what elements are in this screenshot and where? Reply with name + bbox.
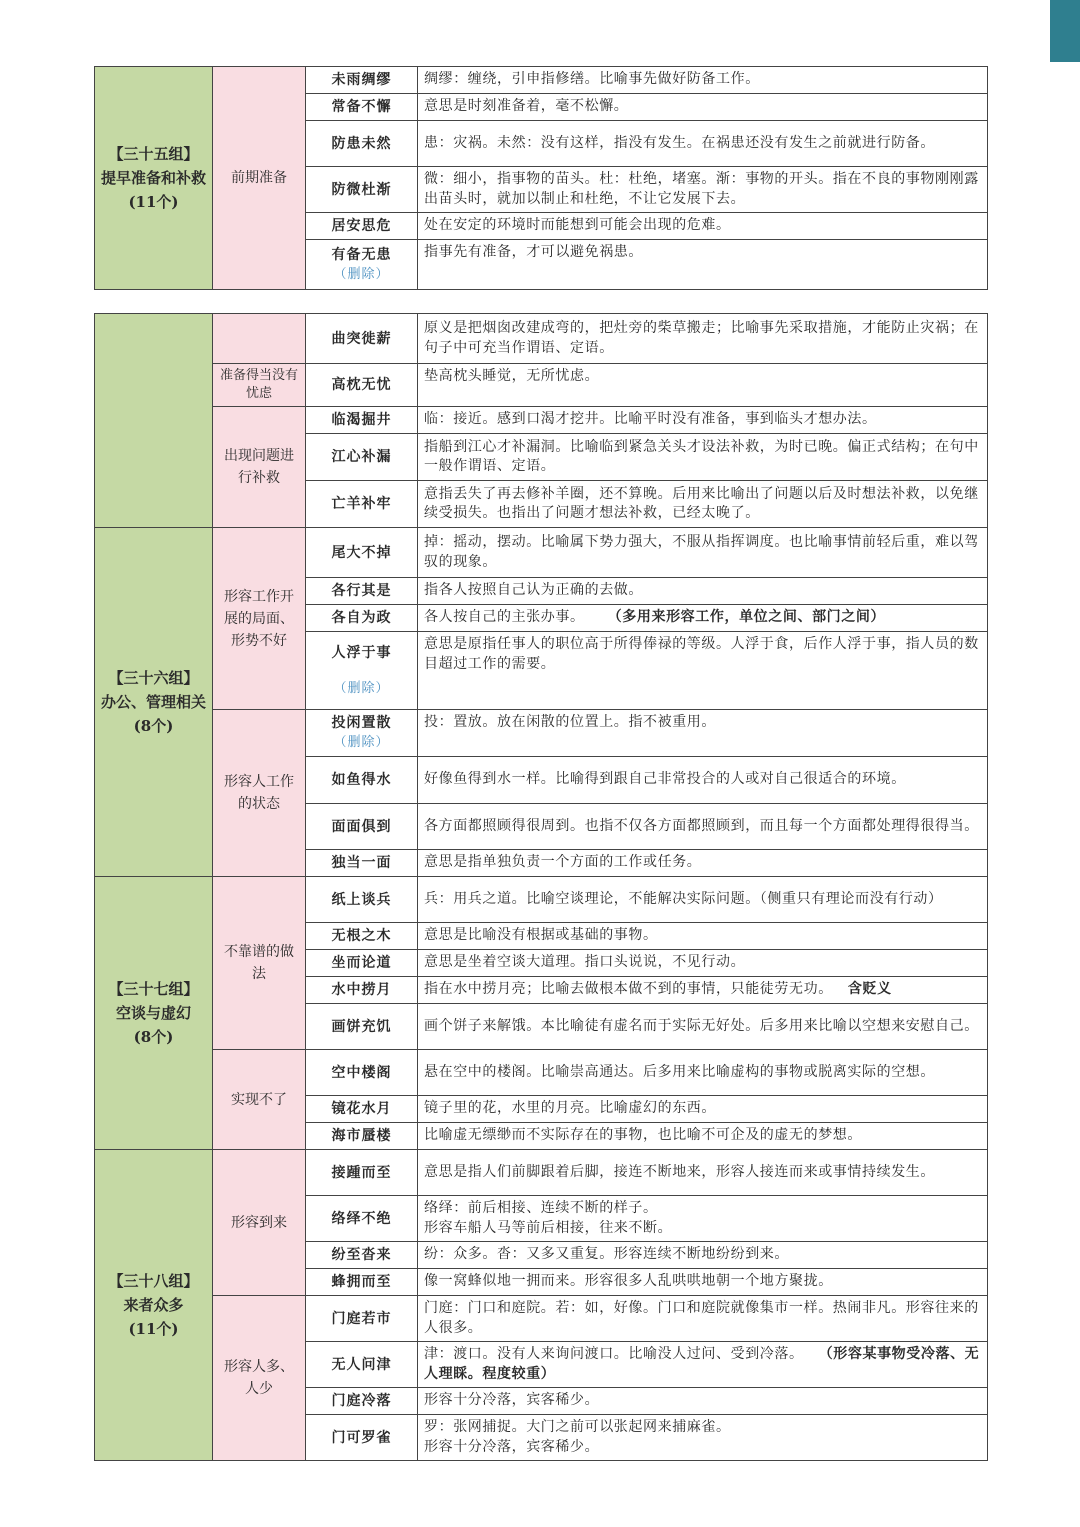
group-38-cell [95, 1150, 213, 1461]
idiom-cell: 海市蜃楼 [306, 1123, 418, 1150]
desc-cell: 兵：用兵之道。比喻空谈理论，不能解决实际问题。（侧重只有理论而没有行动） [418, 877, 988, 923]
group-35-cell [95, 67, 213, 290]
desc-cell: 意指丢失了再去修补羊圈，还不算晚。后用来比喻出了问题以后及时想法补救，以免继续受损失。也指出了问题才想法补救，已经太晚了。 [418, 481, 988, 528]
group-label: 【三十七组】 [108, 980, 199, 998]
deleted-tag: （删除） [333, 735, 390, 750]
desc-cell: 临：接近。感到口渴才挖井。比喻平时没有准备，事到临头才想办法。 [418, 407, 988, 434]
desc-cell [418, 605, 988, 632]
desc-text: 津：渡口。没有人来询问渡口。比喻没人过问、受到冷落。 [424, 1346, 804, 1362]
category-cell: 出现问题进行补救 [213, 407, 306, 528]
category-cell: 不靠谱的做法 [213, 877, 306, 1050]
group-count: (11个) [128, 193, 179, 211]
idiom-cell: 江心补漏 [306, 434, 418, 481]
group-title: 空谈与虚幻 [115, 1004, 191, 1022]
group-title: 提早准备和补救 [101, 169, 207, 187]
idiom-cell: 水中捞月 [306, 977, 418, 1004]
desc-text: 各人按自己的主张办事。 [424, 609, 585, 626]
desc-cell [418, 1342, 988, 1388]
category-cell: 准备得当没有忧虑 [213, 364, 306, 407]
group-count: (8个) [133, 717, 174, 735]
desc-cell: 指船到江心才补漏洞。比喻临到紧急关头才设法补救，为时已晚。偏正式结构；在句中一般作谓语、定语。 [418, 434, 988, 481]
idiom-cell: 尾大不掉 [306, 528, 418, 578]
desc-cell: 绸缪：缠绕，引申指修缮。比喻事先做好防备工作。 [418, 67, 988, 94]
idiom-cell: 曲突徙薪 [306, 314, 418, 364]
idiom-cell: 坐而论道 [306, 950, 418, 977]
desc-text: 罗：张网捕捉。大门之前可以张起网来捕麻雀。 [424, 1419, 731, 1435]
idiom-cell [306, 240, 418, 290]
idiom-cell: 纸上谈兵 [306, 877, 418, 923]
idiom-cell: 接踵而至 [306, 1150, 418, 1196]
idiom-cell: 防微杜渐 [306, 167, 418, 213]
desc-cell: 画个饼子来解饿。本比喻徒有虚名而于实际无好处。后多用来比喻以空想来安慰自己。 [418, 1004, 988, 1050]
usage-note: （多用来形容工作，单位之间、部门之间） [607, 609, 886, 626]
desc-cell: 意思是指单独负责一个方面的工作或任务。 [418, 850, 988, 877]
desc-cell: 指各人按照自己认为正确的去做。 [418, 578, 988, 605]
idiom-cell [306, 710, 418, 757]
group-35-cont-cell [95, 314, 213, 528]
category-cell: 实现不了 [213, 1050, 306, 1150]
desc-cell [418, 1415, 988, 1461]
desc-cell: 意思是坐着空谈大道理。指口头说说，不见行动。 [418, 950, 988, 977]
category-cell: 前期准备 [213, 67, 306, 290]
category-cell: 形容人工作的状态 [213, 710, 306, 877]
corner-tab [1050, 0, 1080, 62]
desc-cell: 掉：摇动，摆动。比喻属下势力强大，不服从指挥调度。也比喻事情前轻后重，难以驾驭的现象。 [418, 528, 988, 578]
category-cell [213, 314, 306, 364]
desc-cell: 像一窝蜂似地一拥而来。形容很多人乱哄哄地朝一个地方聚拢。 [418, 1269, 988, 1296]
idiom-cell: 面面俱到 [306, 804, 418, 850]
desc-cell: 微：细小，指事物的苗头。杜：杜绝，堵塞。渐：事物的开头。指在不良的事物刚刚露出苗头时，就加以制止和杜绝，不让它发展下去。 [418, 167, 988, 213]
idiom-cell: 画饼充饥 [306, 1004, 418, 1050]
group-count: (11个) [128, 1320, 179, 1338]
idiom-cell: 未雨绸缪 [306, 67, 418, 94]
group-36-cell [95, 528, 213, 877]
group-label: 【三十六组】 [108, 669, 199, 687]
deleted-tag: （删除） [333, 266, 390, 282]
idiom-cell: 常备不懈 [306, 94, 418, 121]
idiom-cell: 如鱼得水 [306, 757, 418, 804]
desc-cell: 指事先有准备，才可以避免祸患。 [418, 240, 988, 290]
desc-cell [418, 977, 988, 1004]
desc-cell: 患：灾祸。未然：没有这样，指没有发生。在祸患还没有发生之前就进行防备。 [418, 121, 988, 167]
idiom-cell: 无人问津 [306, 1342, 418, 1388]
idiom-cell: 独当一面 [306, 850, 418, 877]
idiom-cell: 高枕无忧 [306, 364, 418, 407]
usage-note: 含贬义 [847, 981, 892, 998]
table-group-35 [94, 66, 988, 290]
desc-cell: 形容十分冷落，宾客稀少。 [418, 1388, 988, 1415]
idiom-cell: 空中楼阁 [306, 1050, 418, 1096]
desc-text-2: 形容车船人马等前后相接，往来不断。 [424, 1219, 673, 1236]
desc-cell: 镜子里的花，水里的月亮。比喻虚幻的东西。 [418, 1096, 988, 1123]
desc-cell: 原义是把烟囱改建成弯的，把灶旁的柴草搬走；比喻事先采取措施，才能防止灾祸；在句子中可充当作谓语、定语。 [418, 314, 988, 364]
idiom-cell: 临渴掘井 [306, 407, 418, 434]
desc-cell: 意思是指人们前脚跟着后脚，接连不断地来，形容人接连而来或事情持续发生。 [418, 1150, 988, 1196]
usage-note: （形容某事物受冷落、无人理睬。程度较重） [424, 1346, 980, 1382]
idiom-cell: 无根之木 [306, 923, 418, 950]
desc-cell: 意思是比喻没有根据或基础的事物。 [418, 923, 988, 950]
group-label: 【三十五组】 [108, 145, 199, 163]
idiom-cell: 镜花水月 [306, 1096, 418, 1123]
desc-cell: 意思是时刻准备着，毫不松懈。 [418, 94, 988, 121]
idiom-cell: 蜂拥而至 [306, 1269, 418, 1296]
desc-cell: 投：置放。放在闲散的位置上。指不被重用。 [418, 710, 988, 757]
group-title: 来者众多 [123, 1296, 184, 1314]
desc-cell: 悬在空中的楼阁。比喻崇高通达。后多用来比喻虚构的事物或脱离实际的空想。 [418, 1050, 988, 1096]
idiom-text: 有备无患 [331, 246, 392, 263]
idiom-cell: 亡羊补牢 [306, 481, 418, 528]
desc-text: 指在水中捞月亮；比喻去做根本做不到的事情，只能徒劳无功。 [424, 981, 833, 998]
idiom-cell: 门庭若市 [306, 1296, 418, 1342]
category-cell: 形容工作开展的局面、形势不好 [213, 528, 306, 710]
idiom-cell: 防患未然 [306, 121, 418, 167]
group-count: (8个) [133, 1028, 174, 1046]
idiom-cell: 络绎不绝 [306, 1196, 418, 1242]
idiom-cell: 各行其是 [306, 578, 418, 605]
idiom-cell: 门庭冷落 [306, 1388, 418, 1415]
idiom-cell: 门可罗雀 [306, 1415, 418, 1461]
desc-text: 络绎：前后相接、连续不断的样子。 [424, 1200, 658, 1216]
category-cell: 形容到来 [213, 1150, 306, 1296]
desc-cell: 意思是原指任事人的职位高于所得俸禄的等级。人浮于食，后作人浮于事，指人员的数目超过工作的需要。 [418, 632, 988, 710]
desc-cell: 处在安定的环境时而能想到可能会出现的危难。 [418, 213, 988, 240]
desc-cell: 垫高枕头睡觉，无所忧虑。 [418, 364, 988, 407]
category-cell: 形容人多、人少 [213, 1296, 306, 1461]
group-37-cell [95, 877, 213, 1150]
idiom-text: 人浮于事 [331, 644, 392, 661]
desc-text-2: 形容十分冷落，宾客稀少。 [424, 1438, 600, 1455]
idiom-cell: 居安思危 [306, 213, 418, 240]
desc-cell [418, 1196, 988, 1242]
group-title: 办公、管理相关 [101, 693, 207, 711]
idiom-cell: 纷至沓来 [306, 1242, 418, 1269]
idiom-cell [306, 632, 418, 710]
desc-cell: 各方面都照顾得很周到。也指不仅各方面都照顾到，而且每一个方面都处理得很得当。 [418, 804, 988, 850]
idiom-text: 投闲置散 [331, 715, 392, 731]
desc-cell: 比喻虚无缥缈而不实际存在的事物，也比喻不可企及的虚无的梦想。 [418, 1123, 988, 1150]
table-groups-35-38 [94, 313, 988, 1461]
desc-cell: 好像鱼得到水一样。比喻得到跟自己非常投合的人或对自己很适合的环境。 [418, 757, 988, 804]
idiom-cell: 各自为政 [306, 605, 418, 632]
desc-cell: 纷：众多。沓：又多又重复。形容连续不断地纷纷到来。 [418, 1242, 988, 1269]
deleted-tag: （删除） [333, 680, 390, 696]
desc-cell: 门庭：门口和庭院。若：如，好像。门口和庭院就像集市一样。热闹非凡。形容往来的人很多。 [418, 1296, 988, 1342]
group-label: 【三十八组】 [108, 1272, 199, 1290]
